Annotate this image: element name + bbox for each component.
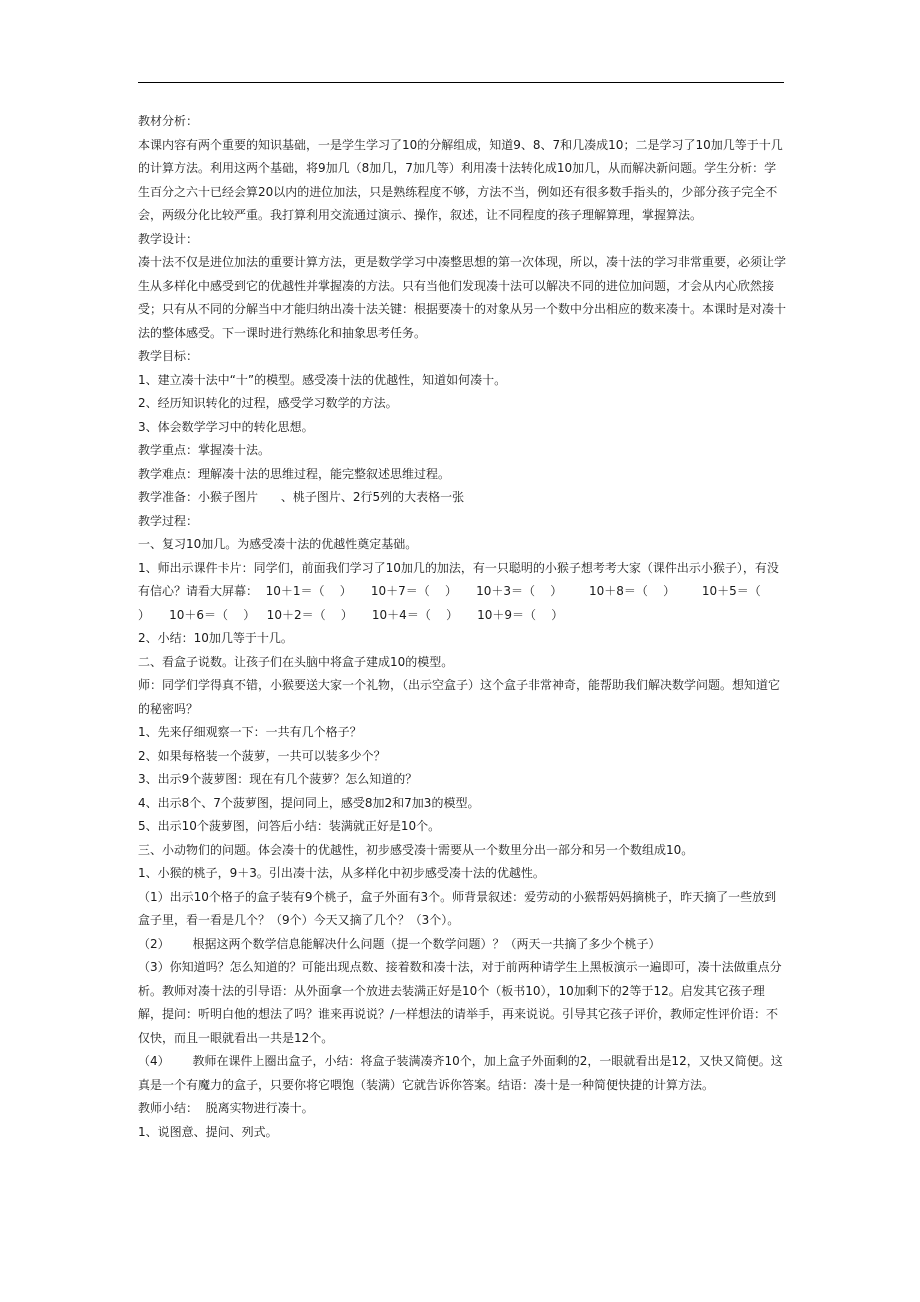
list-item-box-2: 2、如果每格装一个菠萝，一共可以装多少个？ xyxy=(138,748,386,763)
paragraph-analysis: 本课内容有两个重要的知识基础，一是学生学习了10的分解组成，知道9、8、7和几凑成10；二是学习了10加几等于十几的计算方法。利用这两个基础，将9加几（8加几，7加几等）利用凑十法转化成10加几，从而解决新问题。学生分析：学生百分之六十已经会算20以内的进位加法，只是熟练程度不够，方法不当，例如还有很多数手指头的，少部分孩子完全不会，两级分化比较严重。我打算利用交流通过演示、操作，叙述，让不同程度的孩子理解算理，掌握算法。 xyxy=(138,137,783,222)
sub-item-1: （1）出示10个格子的盒子装有9个桃子，盒子外面有3个。师背景叙述：爱劳动的小猴帮妈妈摘桃子，昨天摘了一些放到盒子里，看一看是几个？（9个）今天又摘了几个？（3个）。 xyxy=(138,889,777,927)
sub-item-3: （3）你知道吗？怎么知道的？可能出现点数、接着数和凑十法，对于前两种请学生上黑板演示一遍即可，凑十法做重点分析。教师对凑十法的引导语：从外面拿一个放进去装满正好是10个（板书10），10加剩下的2等于12。启发其它孩子理解，提问：听明白他的想法了吗？谁来再说说？/一样想法的请举手，再来说说。引导其它孩子评价，教师定性评价语：不仅快，而且一眼就看出一共是12个。 xyxy=(138,960,782,1045)
paragraph-key-point: 教学重点：掌握凑十法。 xyxy=(138,443,271,457)
section-heading-analysis: 教材分析： xyxy=(138,114,199,128)
list-item-box-4: 4、出示8个、7个菠萝图，提问同上，感受8加2和7加3的模型。 xyxy=(138,795,480,810)
paragraph-design: 凑十法不仅是进位加法的重要计算方法，更是数学学习中凑整思想的第一次体现，所以，凑十法的学习非常重要，必须让学生从多样化中感受到它的优越性并掌握凑的方法。只有当他们发现凑十法可以解决不同的进位加问题，才会从内心欣然接受；只有从不同的分解当中才能归纳出凑十法关键：根据要凑十的对象从另一个数中分出相应的数来凑十。本课时是对凑十法的整体感受。下一课时进行熟练化和抽象思考任务。 xyxy=(138,255,787,340)
step-heading-box: 二、看盒子说数。让孩子们在头脑中将盒子建成10的模型。 xyxy=(138,654,454,669)
list-item-box-3: 3、出示9个菠萝图：现在有几个菠萝？怎么知道的？ xyxy=(138,772,418,786)
paragraph-preparation: 教学准备：小猴子图片 、桃子图片、2行5列的大表格一张 xyxy=(138,490,465,504)
paragraph-box-intro: 师：同学们学得真不错，小猴要送大家一个礼物，（出示空盒子）这个盒子非常神奇，能帮助我们解决数学问题。想知道它的秘密吗？ xyxy=(138,678,781,716)
step-heading-animals: 三、小动物们的问题。体会凑十的优越性，初步感受凑十需要从一个数里分出一部分和另一个数组成10。 xyxy=(138,842,694,857)
list-item-goal-1: 1、建立凑十法中“十”的模型。感受凑十法的优越性，知道如何凑十。 xyxy=(138,372,507,387)
list-item-review-2: 2、小结：10加几等于十几。 xyxy=(138,631,293,645)
step-heading-review: 一、复习10加几。为感受凑十法的优越性奠定基础。 xyxy=(138,537,418,551)
list-item-box-1: 1、先来仔细观察一下：一共有几个格子？ xyxy=(138,725,362,739)
list-item-goal-2: 2、经历知识转化的过程，感受学习数学的方法。 xyxy=(138,396,398,410)
section-heading-process: 教学过程： xyxy=(138,513,199,528)
section-heading-goals: 教学目标： xyxy=(138,349,199,363)
document-body xyxy=(138,110,786,1144)
list-item-box-5: 5、出示10个菠萝图，问答后小结：装满就正好是10个。 xyxy=(138,819,441,833)
paragraph-difficulty: 教学难点：理解凑十法的思维过程，能完整叙述思维过程。 xyxy=(138,466,451,481)
sub-item-2: （2） 根据这两个数学信息能解决什么问题（提一个数学问题）？（两天一共摘了多少个桃子） xyxy=(138,936,661,951)
list-item-goal-3: 3、体会数学学习中的转化思想。 xyxy=(138,419,314,434)
list-item-final-1: 1、说图意、提问、列式。 xyxy=(138,1124,278,1139)
header-rule xyxy=(138,82,784,83)
section-heading-design: 教学设计： xyxy=(138,231,199,246)
list-item-review-1: 1、师出示课件卡片：同学们，前面我们学习了10加几的加法，有一只聪明的小猴子想考考大家（课件出示小猴子），有没有信心？请看大屏幕： 10＋1＝（ ） 10＋7＝（ ） 10＋3＝（ ） 10＋8＝（ ） 10＋5＝（ ） 10＋6＝（ ） 10＋2＝（ ） 10＋4＝（ ） 10＋9＝（ ） xyxy=(138,560,779,622)
paragraph-teacher-summary: 教师小结： 脱离实物进行凑十。 xyxy=(138,1101,314,1115)
sub-item-4: （4） 教师在课件上圈出盒子，小结：将盒子装满凑齐10个，加上盒子外面剩的2，一眼就看出是12，又快又简便。这真是一个有魔力的盒子，只要你将它喂饱（装满）它就告诉你答案。结语：凑十是一种简便快捷的计算方法。 xyxy=(138,1054,783,1092)
list-item-animals-1: 1、小猴的桃子，9＋3。引出凑十法，从多样化中初步感受凑十法的优越性。 xyxy=(138,866,545,880)
